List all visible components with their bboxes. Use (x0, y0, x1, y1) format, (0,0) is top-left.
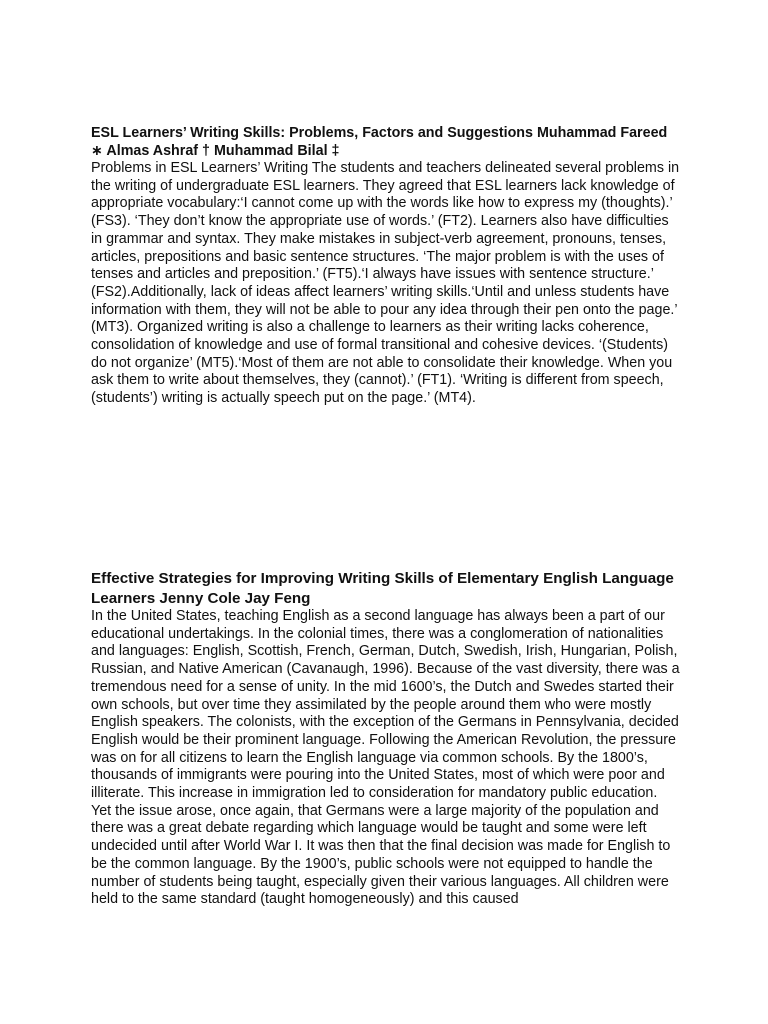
section-title: ESL Learners’ Writing Skills: Problems, Factors and Suggestions Muhammad Fareed ∗ Almas Ashraf † Muhammad Bilal ‡ (91, 125, 668, 159)
section-effective-strategies (91, 568, 681, 909)
section-title: Effective Strategies for Improving Writing Skills of Elementary English Language Learners Jenny Cole Jay Feng (91, 570, 674, 607)
section-body: Problems in ESL Learners’ Writing The students and teachers delineated several problems in the writing of undergraduate ESL learners. They agreed that ESL learners lack knowledge of appropriate vocabulary:‘I cannot come up with the words like how to express my (thoughts).’ (FS3). ‘They don’t know the appropriate use of words.’ (FT2). Learners also have difficulties in grammar and syntax. They make mistakes in subject-verb agreement, pronouns, tenses, articles, prepositions and basic sentence structures. ‘The major problem is with the uses of tenses and articles and preposition.’ (FT5).‘I always have issues with sentence structure.’ (FS2).Additionally, lack of ideas affect learners’ writing skills.‘Until and unless students have information with them, they will not be able to pour any idea through their pen onto the page.’ (MT3). Organized writing is also a challenge to learners as their writing lacks coherence, consolidation of knowledge and use of formal transitional and cohesive devices. ‘(Students) do not organize’ (MT5).‘Most of them are not able to consolidate their knowledge. When you ask them to write about themselves, they (cannot).’ (FT1). ‘Writing is different from speech, (students’) writing is actually speech put on the page.’ (MT4). (91, 160, 680, 407)
section-body: In the United States, teaching English as a second language has always been a part of our educational undertakings. In the colonial times, there was a conglomeration of nationalities and languages: English, Scottish, French, German, Dutch, Swedish, Irish, Hungarian, Polish, Russian, and Native American (Cavanaugh, 1996). Because of the vast diversity, there was a tremendous need for a sense of unity. In the mid 1600’s, the Dutch and Swedes started their own schools, but over time they assimilated by the people around them who were mostly English speakers. The colonists, with the exception of the Germans in Pennsylvania, decided English would be their prominent language. Following the American Revolution, the pressure was on for all citizens to learn the English language via common schools. By the 1800’s, thousands of immigrants were pouring into the United States, most of which were poor and illiterate. This increase in immigration led to consideration for mandatory public education. Yet the issue arose, once again, that Germans were a large majority of the population and there was a great debate regarding which language would be taught and some were left undecided until after World War I. It was then that the final decision was made for English to be the common language. By the 1900’s, public schools were not equipped to handle the number of students being taught, especially given their various languages. All children were held to the same standard (taught homogeneously) and this caused (91, 608, 680, 908)
section-esl-learners (91, 124, 681, 408)
